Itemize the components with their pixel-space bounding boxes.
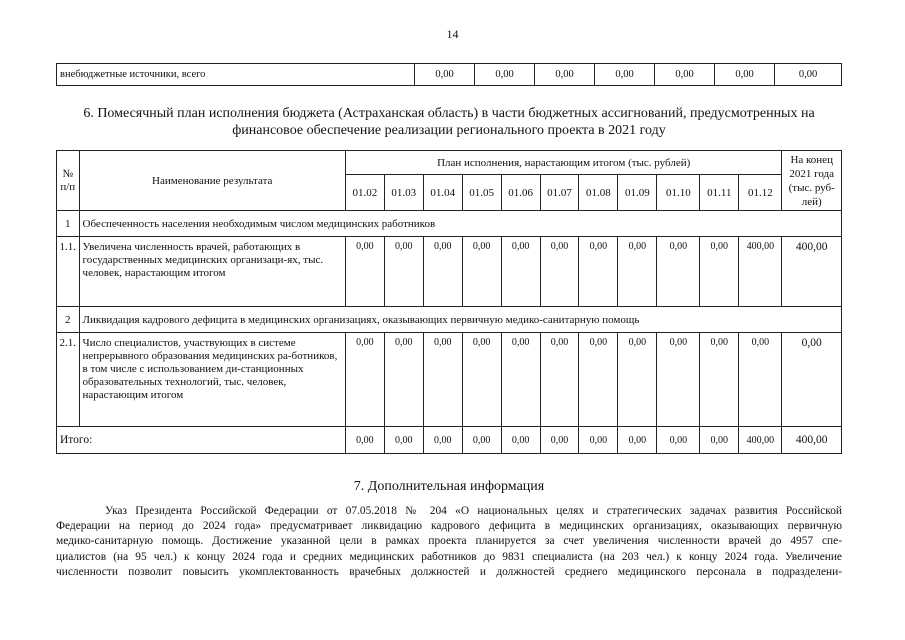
section-title: Обеспеченность населения необходимым числом медицинских работников (79, 211, 841, 237)
month-header: 01.05 (462, 175, 501, 211)
month-value: 0,00 (579, 237, 618, 307)
month-value: 0,00 (501, 237, 540, 307)
month-value: 0,00 (345, 237, 384, 307)
col-name-header: Наименование результата (79, 151, 345, 211)
total-month-value: 0,00 (618, 427, 657, 454)
table-row (57, 64, 842, 86)
month-value: 0,00 (618, 237, 657, 307)
value-cell: 0,00 (595, 64, 655, 86)
month-header: 01.03 (384, 175, 423, 211)
row-label: внебюджетные источники, всего (57, 64, 415, 86)
paragraph-line: медико-санитарную помощь. Достижение указанной цели в рамках проекта планируется за счет увеличения численности врачей до 4957 спе- (56, 535, 842, 548)
table-row (57, 237, 842, 307)
total-month-value: 400,00 (739, 427, 782, 454)
month-value: 0,00 (540, 333, 579, 427)
budget-plan-table (56, 150, 842, 454)
month-header: 01.10 (657, 175, 700, 211)
year-end-value: 0,00 (782, 333, 842, 427)
month-value: 0,00 (579, 333, 618, 427)
result-name: Число специалистов, участвующих в системе непрерывного образования медицинских ра-ботников, в том числе с использованием ди-станционных образовательных технологий, тыс. человек, нарастающим итогом (79, 333, 345, 427)
total-row (57, 427, 842, 454)
section-title: Ликвидация кадрового дефицита в медицинских организациях, оказывающих первичную медико-санитарную помощь (79, 307, 841, 333)
month-header: 01.04 (423, 175, 462, 211)
section-number: 2 (57, 307, 80, 333)
total-month-value: 0,00 (540, 427, 579, 454)
section-row (57, 307, 842, 333)
col-plan-header: План исполнения, нарастающим итогом (тыс. рублей) (345, 151, 782, 175)
total-month-value: 0,00 (657, 427, 700, 454)
month-value: 0,00 (462, 333, 501, 427)
value-cell: 0,00 (655, 64, 715, 86)
value-cell: 0,00 (775, 64, 842, 86)
month-header: 01.02 (345, 175, 384, 211)
month-value: 0,00 (462, 237, 501, 307)
paragraph-line: циалистов (на 95 чел.) к концу 2024 года и средних медицинских работников до 9831 специалиста (на 203 чел.) к концу 2024 года. Увеличение (56, 550, 842, 563)
col-end-header: На конец 2021 года (тыс. руб-лей) (782, 151, 842, 211)
row-number: 1.1. (57, 237, 80, 307)
month-value: 0,00 (657, 333, 700, 427)
month-value: 0,00 (345, 333, 384, 427)
month-value: 0,00 (739, 333, 782, 427)
total-label: Итого: (57, 427, 346, 454)
month-header: 01.12 (739, 175, 782, 211)
month-header: 01.06 (501, 175, 540, 211)
section-row (57, 211, 842, 237)
value-cell: 0,00 (475, 64, 535, 86)
additional-info-paragraph (56, 504, 842, 580)
month-value: 0,00 (423, 237, 462, 307)
total-month-value: 0,00 (345, 427, 384, 454)
month-value: 0,00 (618, 333, 657, 427)
month-header: 01.11 (700, 175, 739, 211)
section-number: 1 (57, 211, 80, 237)
total-month-value: 0,00 (579, 427, 618, 454)
value-cell: 0,00 (415, 64, 475, 86)
row-number: 2.1. (57, 333, 80, 427)
section-6-title: 6. Помесячный план исполнения бюджета (Астраханская область) в части бюджетных ассигнований, предусмотренных на финансовое обеспечение реализации регионального проекта в 2021 году (83, 106, 815, 138)
section-7-title: 7. Дополнительная информация (353, 479, 545, 494)
table-row (57, 333, 842, 427)
month-header: 01.07 (540, 175, 579, 211)
col-num-header: № п/п (57, 151, 80, 211)
month-value: 0,00 (423, 333, 462, 427)
page-number: 14 (446, 27, 459, 41)
month-value: 0,00 (540, 237, 579, 307)
extrabudget-row-table (56, 63, 842, 86)
paragraph-line: численности позволит повысить укомплектованность врачебных должностей и должностей среднего медицинского персонала в подразделени- (56, 565, 842, 578)
month-value: 0,00 (501, 333, 540, 427)
month-value: 0,00 (384, 237, 423, 307)
month-value: 0,00 (700, 333, 739, 427)
result-name: Увеличена численность врачей, работающих в государственных медицинских организаци-ях, тыс. человек, нарастающим итогом (79, 237, 345, 307)
total-year-end-value: 400,00 (782, 427, 842, 454)
value-cell: 0,00 (715, 64, 775, 86)
month-value: 0,00 (700, 237, 739, 307)
paragraph-line: Указ Президента Российской Федерации от 07.05.2018 № 204 «О национальных целях и стратегических задачах развития Российской (105, 505, 842, 517)
header-row (57, 151, 842, 175)
month-value: 0,00 (384, 333, 423, 427)
month-value: 0,00 (657, 237, 700, 307)
total-month-value: 0,00 (501, 427, 540, 454)
month-header: 01.08 (579, 175, 618, 211)
total-month-value: 0,00 (384, 427, 423, 454)
paragraph-line: Федерации на период до 2024 года» предусматривает ликвидацию кадрового дефицита в медицинских организациях, оказывающих первичную (56, 520, 842, 533)
month-header: 01.09 (618, 175, 657, 211)
month-value: 400,00 (739, 237, 782, 307)
total-month-value: 0,00 (462, 427, 501, 454)
year-end-value: 400,00 (782, 237, 842, 307)
value-cell: 0,00 (535, 64, 595, 86)
total-month-value: 0,00 (423, 427, 462, 454)
total-month-value: 0,00 (700, 427, 739, 454)
